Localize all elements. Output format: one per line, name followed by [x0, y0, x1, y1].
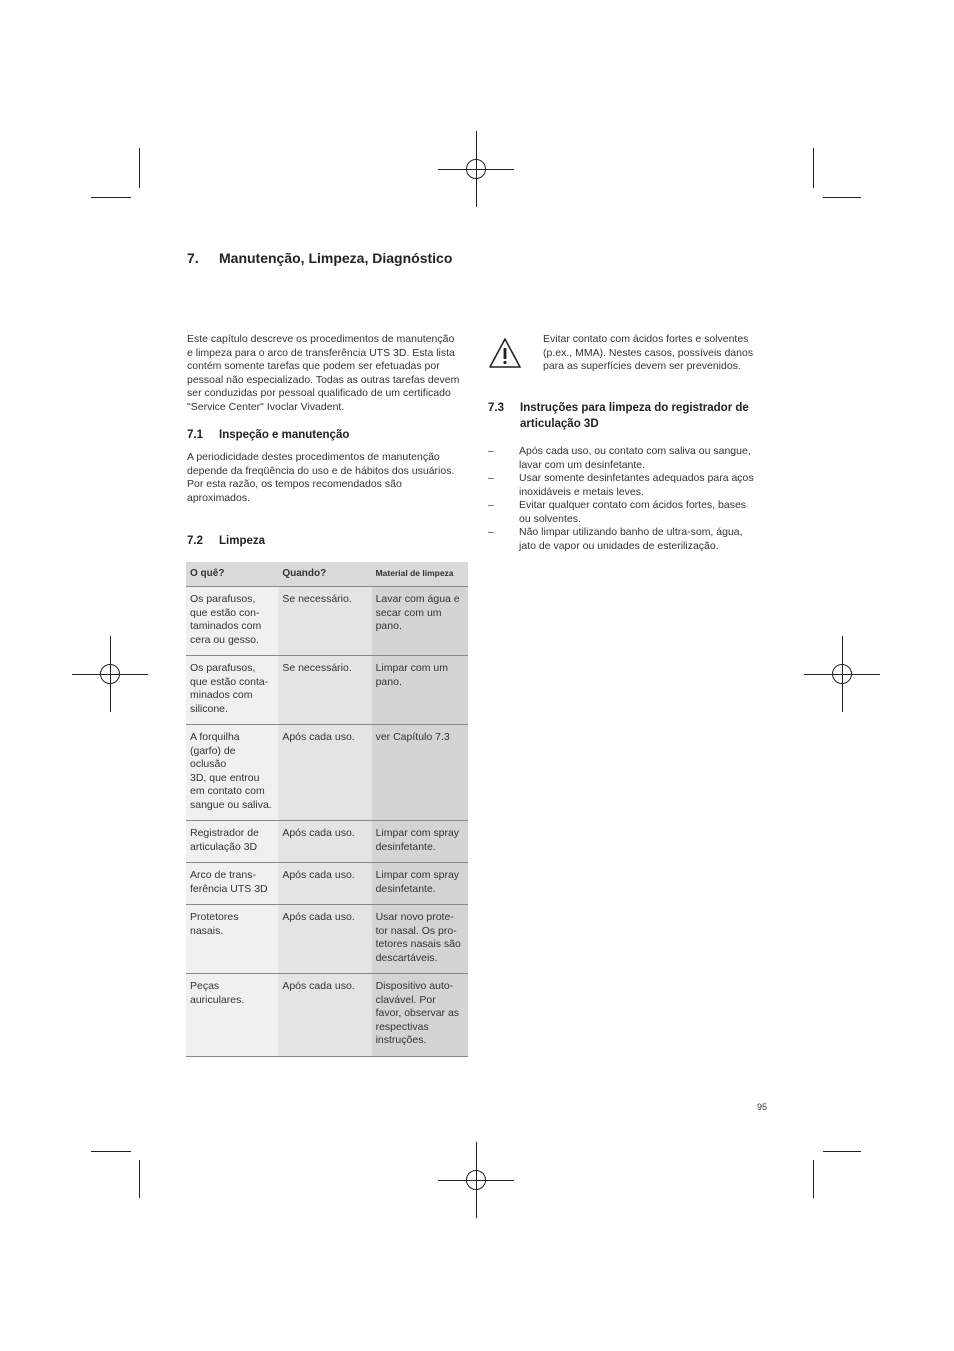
- table-row: [186, 725, 468, 821]
- table-cell-what: Arco de trans- ferência UTS 3D: [186, 863, 278, 905]
- crop-mark: [823, 197, 861, 198]
- table-cell-material: Limpar com um pano.: [372, 656, 468, 725]
- table-cell-what: Registrador de articulação 3D: [186, 821, 278, 863]
- cleaning-table: [186, 562, 468, 1057]
- table-cell-what: Os parafusos, que estão conta- minados com silicone.: [186, 656, 278, 725]
- list-item: [488, 472, 763, 499]
- section-7-2-heading: [187, 533, 265, 549]
- section-7-1-paragraph: A periodicidade destes procedimentos de manutenção depende da freqüência do uso e de hábitos dos usuários. Por esta razão, os tempos recomendados são aproximados.: [187, 451, 455, 504]
- table-row: [186, 863, 468, 905]
- table-cell-what: Protetores nasais.: [186, 905, 278, 974]
- list-item: [488, 445, 763, 472]
- crop-mark: [813, 148, 814, 188]
- table-cell-when: Se necessário.: [278, 656, 371, 725]
- cleaning-instructions-list: [488, 445, 763, 553]
- table-cell-when: Se necessário.: [278, 587, 371, 656]
- table-cell-material: Dispositivo auto- clavável. Por favor, observar as respectivas instruções.: [372, 974, 468, 1057]
- table-cell-material: Limpar com spray desinfetante.: [372, 821, 468, 863]
- table-row: [186, 656, 468, 725]
- column-header-material: Material de limpeza: [372, 562, 468, 587]
- table-cell-material: ver Capítulo 7.3: [372, 725, 468, 821]
- table-cell-what: A forquilha (garfo) de oclusão 3D, que entrou em contato com sangue ou saliva.: [186, 725, 278, 821]
- chapter-title-text: Manutenção, Limpeza, Diagnóstico: [219, 250, 453, 266]
- table-row: [186, 821, 468, 863]
- chapter-title: [187, 250, 452, 266]
- table-cell-when: Após cada uso.: [278, 821, 371, 863]
- table-header-row: [186, 562, 468, 587]
- list-dash: –: [488, 472, 494, 484]
- table-row: [186, 905, 468, 974]
- table-cell-when: Após cada uso.: [278, 725, 371, 821]
- crop-mark: [91, 197, 131, 198]
- crop-mark: [139, 1160, 140, 1198]
- crop-mark: [813, 1160, 814, 1198]
- table-cell-what: Peças auriculares.: [186, 974, 278, 1057]
- section-7-3-heading: [488, 400, 768, 432]
- crop-mark: [823, 1151, 861, 1152]
- column-header-what: O quê?: [186, 562, 278, 587]
- page-number: 95: [757, 1102, 768, 1112]
- registration-mark-top: [438, 131, 514, 207]
- table-cell-when: Após cada uso.: [278, 863, 371, 905]
- section-number: 7.1: [187, 429, 203, 441]
- registration-mark-right: [804, 636, 880, 712]
- warning-text: Evitar contato com ácidos fortes e solventes (p.ex., MMA). Nestes casos, possíveis danos para as superfícies devem ser prevenidos.: [543, 333, 754, 372]
- list-item-text: Após cada uso, ou contato com saliva ou sangue, lavar com um desinfetante.: [519, 445, 751, 471]
- registration-mark-bottom: [438, 1142, 514, 1218]
- section-title: Inspeção e manutenção: [219, 429, 350, 441]
- table-cell-material: Limpar com spray desinfetante.: [372, 863, 468, 905]
- section-number: 7.2: [187, 535, 203, 547]
- list-dash: –: [488, 499, 494, 511]
- list-item-text: Não limpar utilizando banho de ultra-som, água, jato de vapor ou unidades de esterilização.: [519, 526, 743, 552]
- chapter-number: 7.: [187, 250, 199, 266]
- table-cell-material: Usar novo prote- tor nasal. Os pro- tetores nasais são descartáveis.: [372, 905, 468, 974]
- column-header-when: Quando?: [278, 562, 371, 587]
- list-item: [488, 499, 763, 526]
- registration-mark-left: [72, 636, 148, 712]
- table-cell-when: Após cada uso.: [278, 905, 371, 974]
- crop-mark: [91, 1151, 131, 1152]
- section-title-line1: Instruções para limpeza do registrador de: [520, 402, 749, 414]
- table-cell-what: Os parafusos, que estão con- taminados com cera ou gesso.: [186, 587, 278, 656]
- table-row: [186, 974, 468, 1057]
- list-dash: –: [488, 526, 494, 538]
- table-cell-material: Lavar com água e secar com um pano.: [372, 587, 468, 656]
- list-item: [488, 526, 763, 553]
- table-row: [186, 587, 468, 656]
- section-number: 7.3: [488, 402, 504, 414]
- list-item-text: Evitar qualquer contato com ácidos fortes, bases ou solventes.: [519, 499, 747, 525]
- list-dash: –: [488, 445, 494, 457]
- section-title: Limpeza: [219, 535, 266, 547]
- section-7-1-heading: [187, 427, 349, 443]
- crop-mark: [139, 148, 140, 188]
- table-cell-when: Após cada uso.: [278, 974, 371, 1057]
- section-title-line2: articulação 3D: [520, 418, 599, 430]
- warning-triangle-icon: [488, 337, 522, 369]
- list-item-text: Usar somente desinfetantes adequados para aços inoxidáveis e metais leves.: [519, 472, 754, 498]
- intro-paragraph: Este capítulo descreve os procedimentos de manutenção e limpeza para o arco de transferência UTS 3D. Esta lista contém somente tarefas que podem ser efetuadas por pessoal não especializado. Todas as outras tarefas devem ser conduzidas por pessoal qualificado de um certificado "Service Center" Ivoclar Vivadent.: [187, 333, 460, 413]
